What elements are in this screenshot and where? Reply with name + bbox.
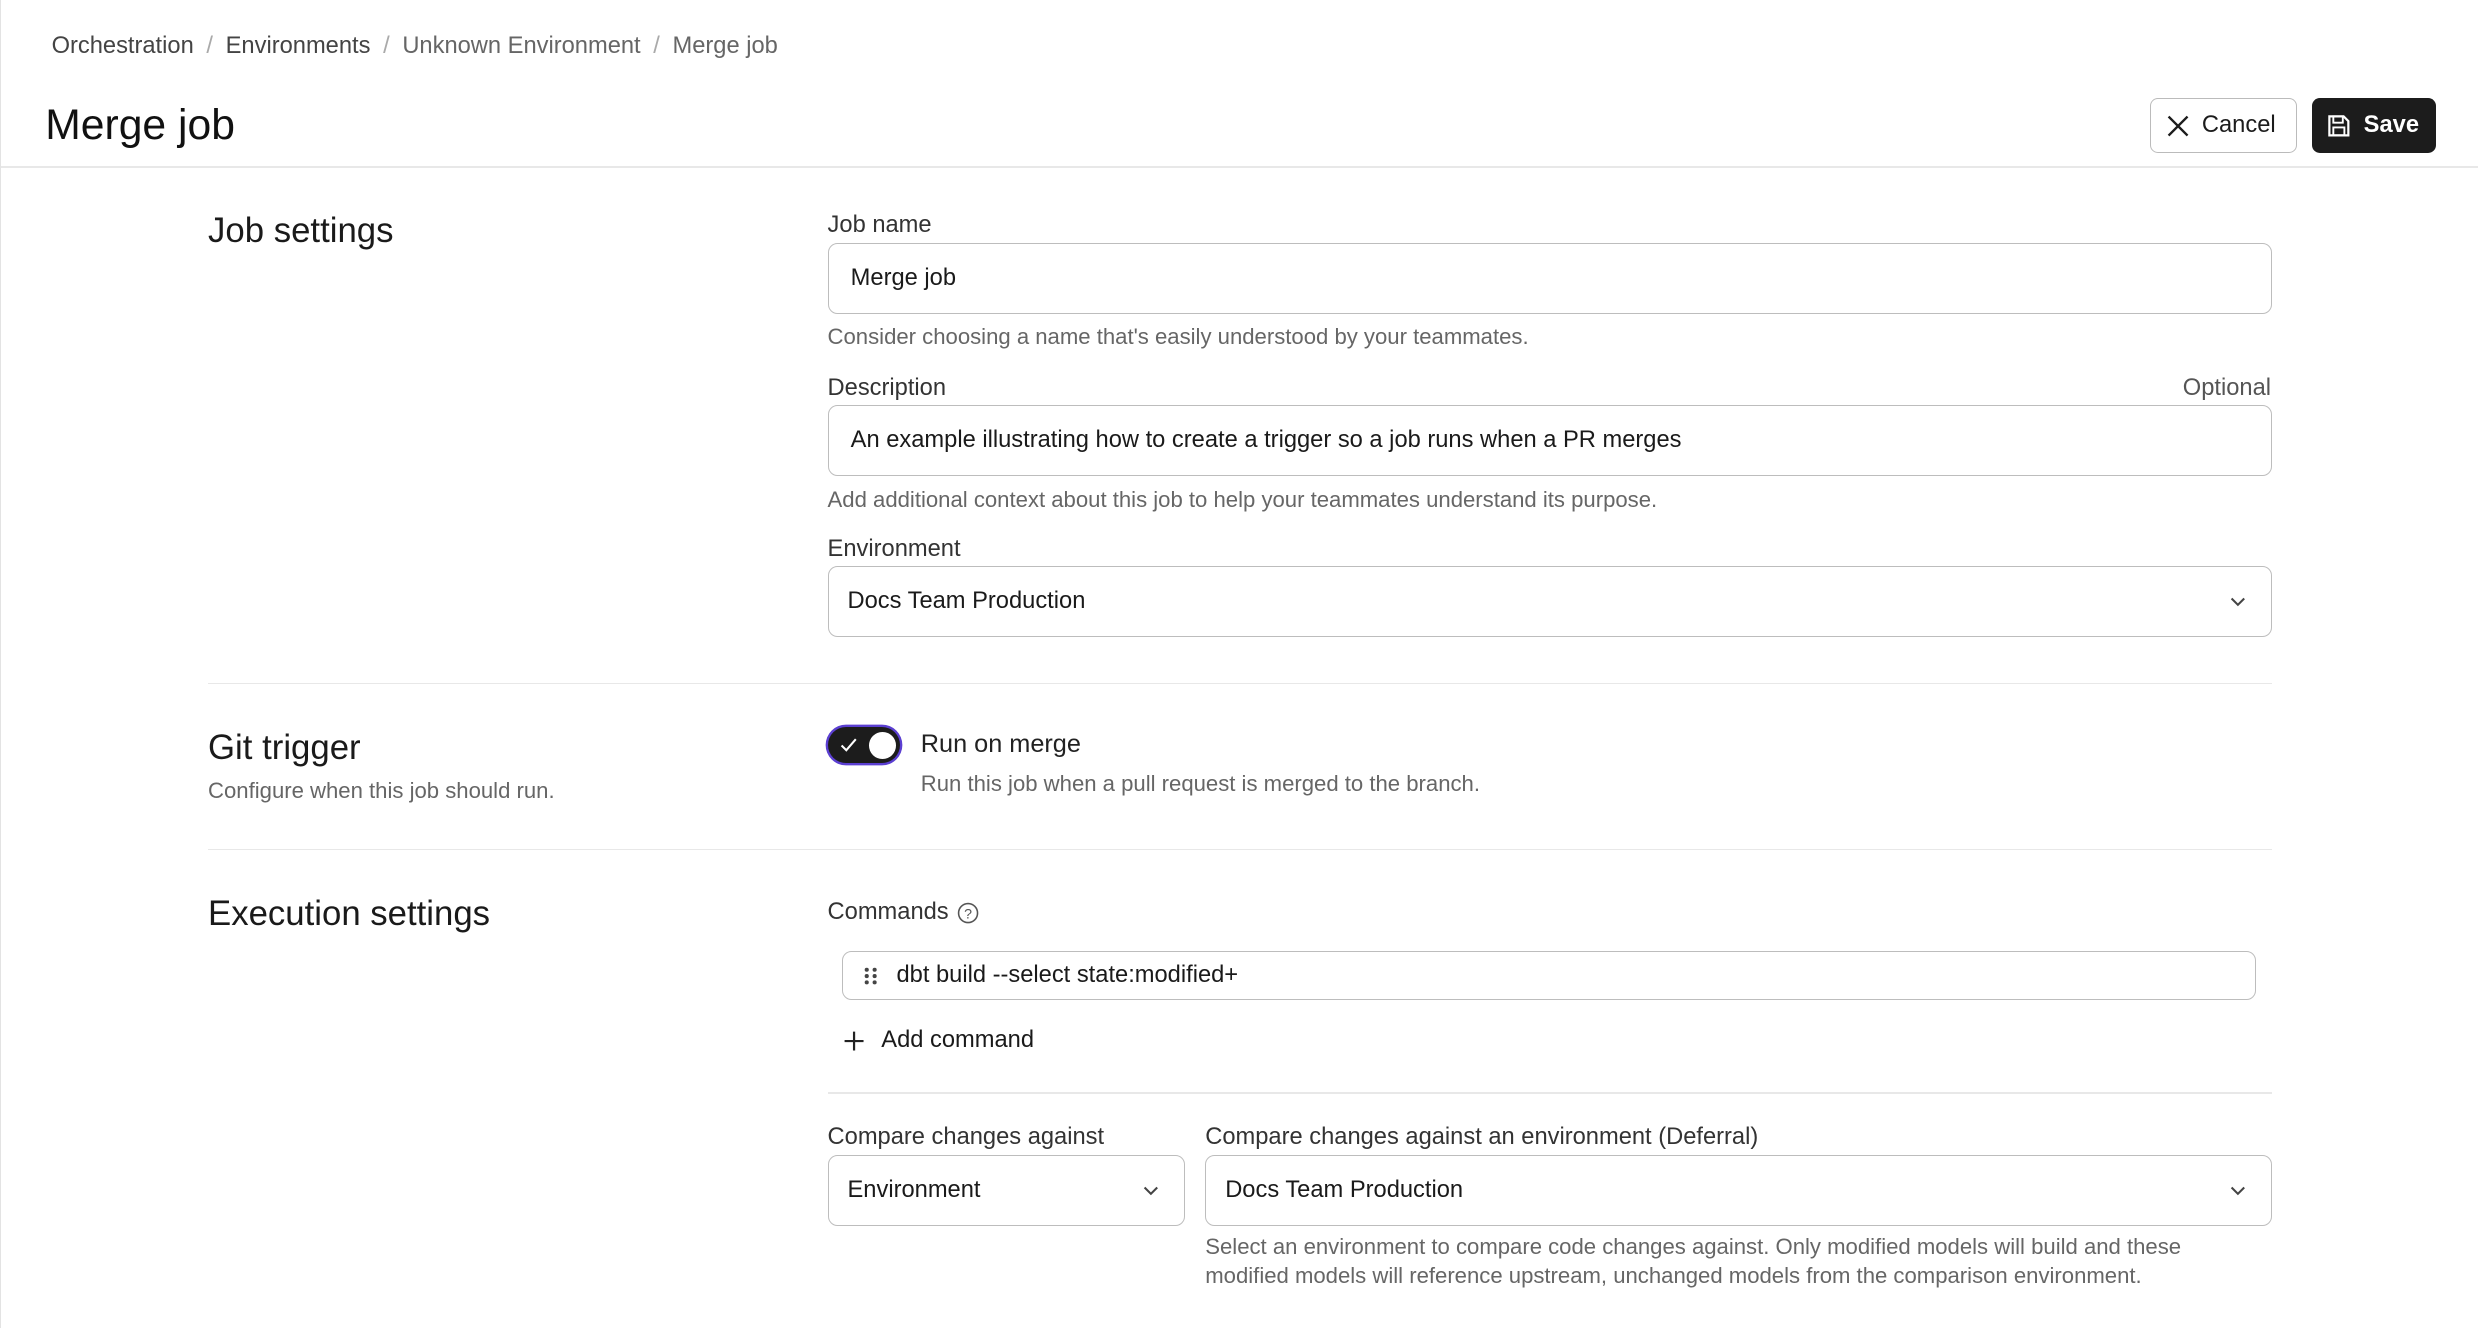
breadcrumb: [52, 33, 778, 60]
description-input[interactable]: [828, 405, 2272, 476]
job-settings-heading: Job settings: [208, 211, 394, 250]
compare-value: Environment: [847, 1177, 981, 1204]
description-label: Description: [827, 374, 947, 401]
job-name-help: Consider choosing a name that's easily understood by your teammates.: [827, 323, 1529, 349]
git-trigger-heading: Git trigger: [208, 728, 361, 767]
commands-label-row: [828, 899, 979, 926]
optional-label: Optional: [2182, 374, 2272, 401]
page-title: Merge job: [45, 101, 235, 150]
commands-divider: [828, 1092, 2272, 1094]
description-value: An example illustrating how to create a trigger so a job runs when a PR merges: [850, 426, 1682, 453]
run-on-merge-toggle[interactable]: [828, 727, 901, 763]
job-name-input[interactable]: [828, 243, 2272, 314]
chevron-down-icon: [2230, 589, 2246, 614]
breadcrumb-current: Merge job: [672, 33, 778, 60]
close-icon: [2167, 115, 2189, 137]
toggle-knob: [869, 732, 896, 759]
save-label: Save: [2363, 112, 2419, 139]
command-value: dbt build --select state:modified+: [896, 962, 1239, 989]
help-icon[interactable]: [957, 902, 979, 924]
compare-select[interactable]: [828, 1155, 1185, 1226]
cancel-label: Cancel: [2201, 112, 2276, 139]
run-on-merge-label: Run on merge: [920, 730, 1081, 759]
environment-value: Docs Team Production: [847, 587, 1086, 614]
save-icon: [2327, 114, 2351, 138]
command-row[interactable]: [842, 951, 2256, 1000]
header-divider: [1, 166, 2478, 168]
plus-icon: [843, 1030, 865, 1052]
deferral-environment-select[interactable]: [1205, 1155, 2272, 1226]
breadcrumb-separator: /: [383, 33, 390, 60]
breadcrumb-environments[interactable]: Environments: [225, 33, 371, 60]
job-name-value: Merge job: [850, 265, 957, 292]
add-command-button[interactable]: [843, 1027, 1034, 1054]
section-divider: [208, 683, 2272, 685]
svg-text:?: ?: [963, 906, 972, 923]
deferral-label: Compare changes against an environment (Deferral): [1205, 1123, 1759, 1150]
section-divider: [208, 849, 2272, 851]
chevron-down-icon: [1143, 1178, 1159, 1203]
environment-select[interactable]: [828, 566, 2272, 637]
job-name-label: Job name: [827, 211, 932, 238]
chevron-down-icon: [2230, 1178, 2246, 1203]
drag-handle-icon[interactable]: [862, 965, 881, 987]
description-help: Add additional context about this job to help your teammates understand its purpose.: [827, 486, 1658, 512]
deferral-help-line-1: Select an environment to compare code changes against. Only modified models will build and these: [1205, 1234, 2182, 1260]
compare-label: Compare changes against: [827, 1123, 1105, 1150]
breadcrumb-separator: /: [206, 33, 213, 60]
breadcrumb-environment[interactable]: Unknown Environment: [402, 33, 641, 60]
deferral-value: Docs Team Production: [1225, 1177, 1464, 1204]
git-trigger-subtitle: Configure when this job should run.: [208, 777, 555, 803]
breadcrumb-separator: /: [653, 33, 660, 60]
check-icon: [840, 736, 857, 753]
environment-label: Environment: [827, 535, 961, 562]
commands-label: Commands: [827, 899, 949, 926]
run-on-merge-help: Run this job when a pull request is merged to the branch.: [920, 771, 1480, 797]
execution-settings-heading: Execution settings: [208, 894, 491, 933]
deferral-help-line-2: modified models will reference upstream, unchanged models from the comparison environment.: [1205, 1262, 2142, 1288]
save-button[interactable]: [2312, 98, 2437, 153]
breadcrumb-orchestration[interactable]: Orchestration: [51, 33, 194, 60]
cancel-button[interactable]: [2150, 98, 2297, 153]
add-command-label: Add command: [881, 1027, 1034, 1054]
